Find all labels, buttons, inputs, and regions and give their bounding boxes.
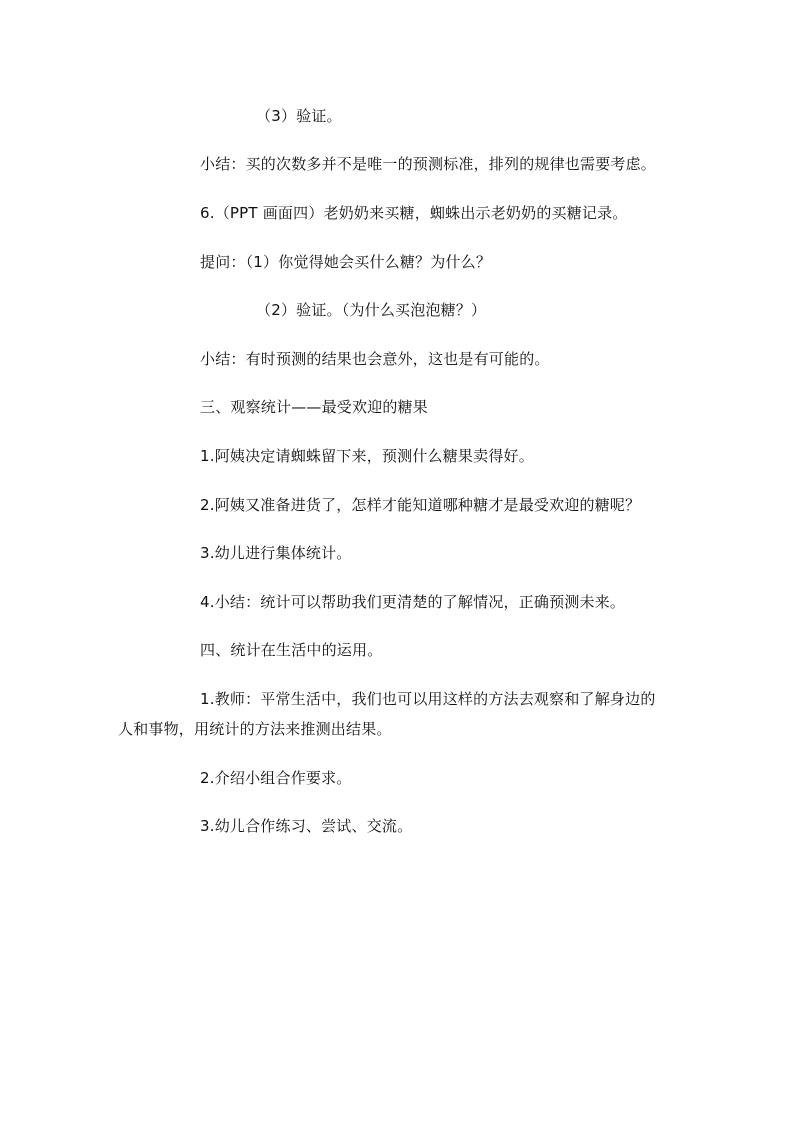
list-item-practice: 3.幼儿合作练习、尝试、交流。 <box>200 817 413 835</box>
paragraph-question: 提问：（1）你觉得她会买什么糖？为什么？ <box>200 253 492 271</box>
list-item-group-requirements: 2.介绍小组合作要求。 <box>200 769 352 787</box>
paragraph-verify-2: （2）验证。（为什么买泡泡糖？） <box>256 301 487 319</box>
paragraph-step-6: 6.（PPT 画面四）老奶奶来买糖，蜘蛛出示老奶奶的买糖记录。 <box>200 204 628 222</box>
list-item-4: 4.小结：统计可以帮助我们更清楚的了解情况，正确预测未来。 <box>200 593 626 611</box>
list-item-1: 1.阿姨决定请蜘蛛留下来，预测什么糖果卖得好。 <box>200 447 534 465</box>
paragraph-summary-2: 小结：有时预测的结果也会意外，这也是有可能的。 <box>200 350 550 368</box>
list-item-2: 2.阿姨又准备进货了，怎样才能知道哪种糖才是最受欢迎的糖呢？ <box>200 496 641 514</box>
section-heading-3: 三、观察统计——最受欢迎的糖果 <box>200 398 429 416</box>
section-heading-4: 四、统计在生活中的运用。 <box>200 641 383 659</box>
list-item-3: 3.幼儿进行集体统计。 <box>200 544 352 562</box>
list-item-teacher-line-1: 1.教师：平常生活中，我们也可以用这样的方法去观察和了解身边的 <box>200 690 656 708</box>
paragraph-verify-3: （3）验证。 <box>256 107 342 125</box>
paragraph-summary-1: 小结：买的次数多并不是唯一的预测标准，排列的规律也需要考虑。 <box>200 155 657 173</box>
list-item-teacher-line-2: 人和事物，用统计的方法来推测出结果。 <box>118 720 392 738</box>
